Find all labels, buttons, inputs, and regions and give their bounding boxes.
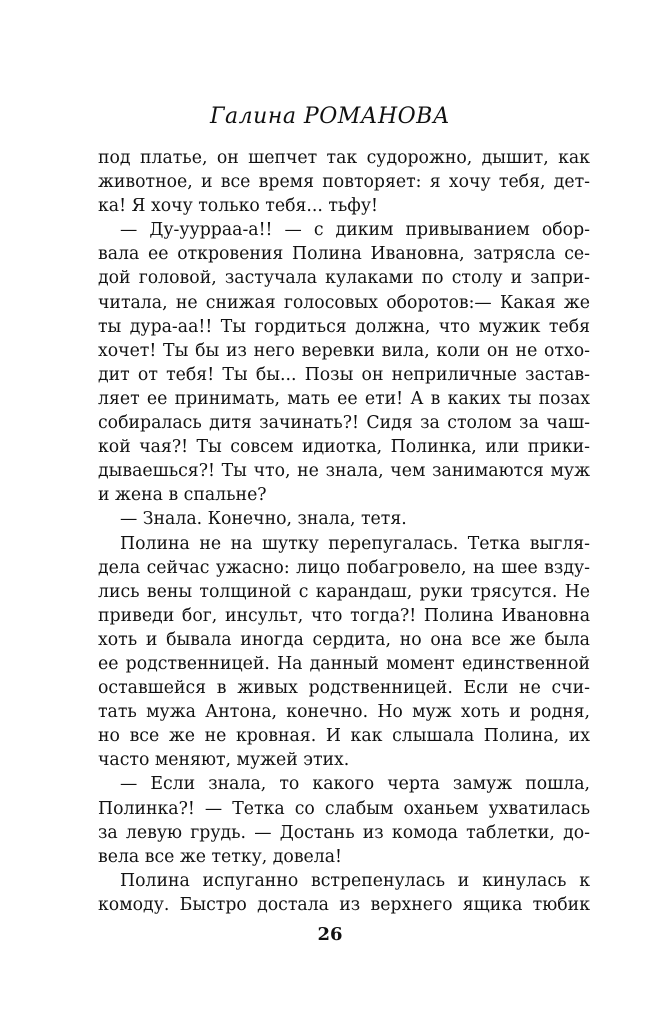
text-line: — Ду-уурраа-а!! — с диким привыванием обор-: [120, 220, 590, 241]
text-line: тать мужа Антона, конечно. Но муж хоть и родня,: [98, 702, 590, 723]
text-line: хоть и бывала иногда сердита, но она все же была: [98, 629, 590, 650]
text-line: приведи бог, инсульт, что тогда?! Полина Ивановна: [98, 605, 590, 626]
text-line: Полина не на шутку перепугалась. Тетка выгля-: [120, 533, 590, 554]
text-line: ты дура-аа!! Ты гордиться должна, что мужик тебя: [98, 316, 590, 337]
text-line: животное, и все время повторяет: я хочу тебя, дет-: [98, 172, 590, 193]
text-line: и жена в спальне?: [98, 485, 267, 506]
text-line: — Если знала, то какого черта замуж пошла,: [120, 774, 590, 795]
body-text: [98, 146, 590, 917]
text-line: за левую грудь. — Достань из комода таблетки, до-: [98, 822, 590, 843]
text-line: кой чая?! Ты совсем идиотка, Полинка, или прики-: [98, 437, 590, 458]
text-line: ка! Я хочу только тебя... тьфу!: [98, 196, 378, 217]
text-line: читала, не снижая голосовых оборотов:— Какая же: [98, 292, 590, 313]
running-title: Галина РОМАНОВА: [209, 104, 451, 129]
page-number: 26: [317, 924, 343, 945]
text-line: вала ее откровения Полина Ивановна, затрясла се-: [98, 244, 590, 265]
text-line: под платье, он шепчет так судорожно, дышит, как: [98, 148, 590, 168]
text-line: собиралась дитя зачинать?! Сидя за столом за чаш-: [98, 413, 590, 434]
text-line: дит от тебя! Ты бы... Позы он неприличные застав-: [98, 364, 590, 385]
text-line: часто меняют, мужей этих.: [98, 750, 350, 771]
text-line: вела все же тетку, довела!: [98, 846, 343, 867]
text-line: Полинка?! — Тетка со слабым оханьем ухватилась: [98, 798, 590, 819]
text-line: оставшейся в живых родственницей. Если не счи-: [98, 678, 590, 699]
text-line: но все же не кровная. И как слышала Полина, их: [98, 726, 590, 747]
text-line: дой головой, застучала кулаками по столу и запри-: [98, 268, 590, 289]
text-line: ляет ее принимать, мать ее ети! А в каких ты позах: [98, 388, 590, 409]
text-line: ее родственницей. На данный момент единственной: [98, 653, 590, 674]
text-line: Полина испуганно встрепенулась и кинулась к: [120, 870, 590, 891]
text-line: хочет! Ты бы из него веревки вила, коли он не отхо-: [98, 340, 590, 361]
text-line: лись вены толщиной с карандаш, руки трясутся. Не: [98, 581, 590, 602]
text-line: дываешься?! Ты что, не знала, чем занимаются муж: [98, 461, 590, 482]
text-line: дела сейчас ужасно: лицо побагровело, на шее взду-: [98, 557, 590, 578]
text-line: комоду. Быстро достала из верхнего ящика тюбик: [98, 894, 590, 915]
text-line: — Знала. Конечно, знала, тетя.: [120, 509, 407, 530]
